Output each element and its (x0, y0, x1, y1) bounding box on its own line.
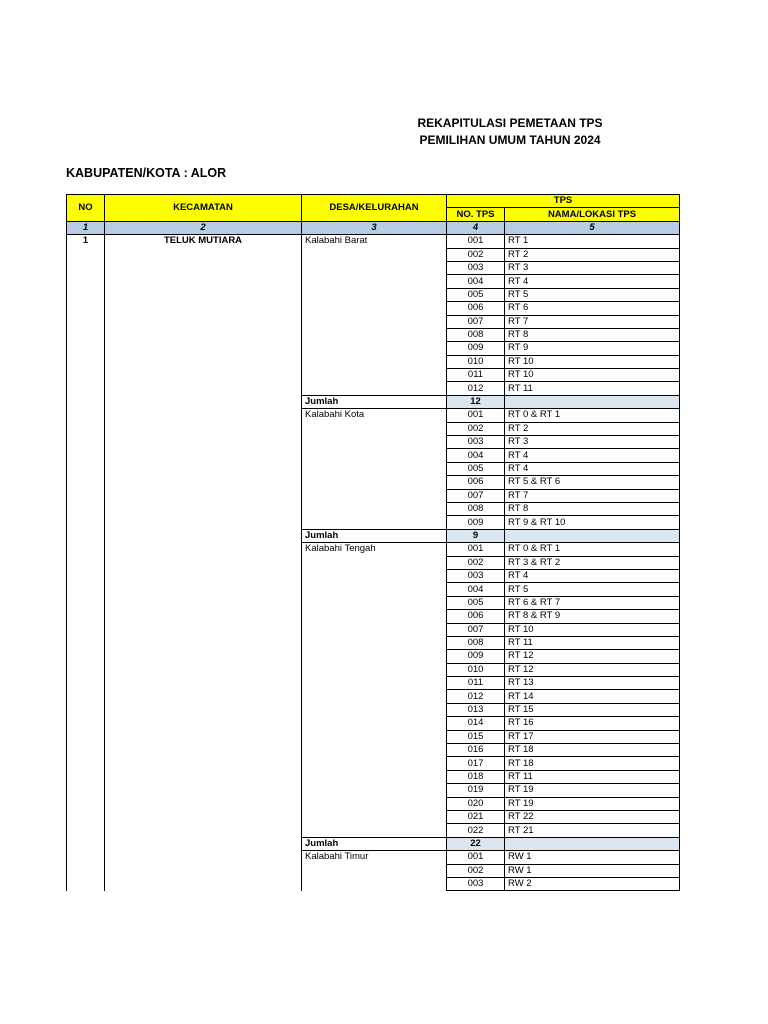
tps-location: RT 4 (505, 569, 680, 582)
tps-location: RT 16 (505, 717, 680, 730)
tps-location: RT 12 (505, 650, 680, 663)
tps-number: 005 (447, 596, 505, 609)
tps-number: 003 (447, 569, 505, 582)
index-cell: 1 (67, 221, 105, 234)
tps-number: 021 (447, 810, 505, 823)
jumlah-empty (505, 395, 680, 408)
tps-location: RT 4 (505, 462, 680, 475)
tps-number: 005 (447, 288, 505, 301)
tps-number: 009 (447, 516, 505, 529)
tps-number: 001 (447, 409, 505, 422)
tps-number: 001 (447, 851, 505, 864)
tps-number: 003 (447, 436, 505, 449)
jumlah-value: 9 (447, 529, 505, 542)
tps-location: RT 11 (505, 636, 680, 649)
header-no-tps: NO. TPS (447, 208, 505, 221)
tps-number: 015 (447, 730, 505, 743)
jumlah-value: 12 (447, 395, 505, 408)
tps-number: 007 (447, 623, 505, 636)
desa-name: Kalabahi Tengah (302, 543, 447, 838)
title-line-1: REKAPITULASI PEMETAAN TPS (417, 116, 603, 130)
tps-location: RT 3 & RT 2 (505, 556, 680, 569)
tps-location: RT 13 (505, 677, 680, 690)
tps-location: RT 22 (505, 810, 680, 823)
tps-location: RT 7 (505, 489, 680, 502)
tps-number: 013 (447, 703, 505, 716)
title-line-2: PEMILIHAN UMUM TAHUN 2024 (419, 133, 601, 147)
tps-number: 007 (447, 315, 505, 328)
tps-location: RT 18 (505, 757, 680, 770)
jumlah-empty (505, 529, 680, 542)
tps-number: 005 (447, 462, 505, 475)
index-row (67, 221, 680, 234)
tps-number: 004 (447, 583, 505, 596)
tps-number: 004 (447, 449, 505, 462)
tps-location: RT 14 (505, 690, 680, 703)
tps-number: 020 (447, 797, 505, 810)
tps-location: RT 19 (505, 784, 680, 797)
tps-number: 016 (447, 744, 505, 757)
jumlah-value: 22 (447, 837, 505, 850)
tps-number: 012 (447, 382, 505, 395)
tps-location: RT 5 (505, 583, 680, 596)
tps-location: RT 6 (505, 302, 680, 315)
index-cell: 2 (105, 221, 302, 234)
tps-number: 007 (447, 489, 505, 502)
tps-location: RT 19 (505, 797, 680, 810)
tps-location: RT 2 (505, 248, 680, 261)
tps-number: 018 (447, 770, 505, 783)
tps-number: 009 (447, 650, 505, 663)
header-kecamatan: KECAMATAN (105, 195, 302, 222)
tps-number: 008 (447, 328, 505, 341)
kecamatan-name: TELUK MUTIARA (105, 235, 302, 891)
tps-number: 009 (447, 342, 505, 355)
desa-name: Kalabahi Kota (302, 409, 447, 530)
tps-location: RT 6 & RT 7 (505, 596, 680, 609)
tps-number: 017 (447, 757, 505, 770)
tps-location: RT 0 & RT 1 (505, 409, 680, 422)
tps-location: RT 12 (505, 663, 680, 676)
tps-location: RT 5 (505, 288, 680, 301)
header-nama-lokasi: NAMA/LOKASI TPS (505, 208, 680, 221)
tps-location: RT 18 (505, 744, 680, 757)
tps-number: 001 (447, 235, 505, 248)
tps-location: RT 4 (505, 449, 680, 462)
jumlah-empty (505, 837, 680, 850)
tps-location: RT 3 (505, 261, 680, 274)
tps-number: 010 (447, 355, 505, 368)
tps-number: 001 (447, 543, 505, 556)
tps-number: 010 (447, 663, 505, 676)
index-cell: 3 (302, 221, 447, 234)
tps-table (66, 194, 680, 891)
tps-location: RT 0 & RT 1 (505, 543, 680, 556)
tps-number: 004 (447, 275, 505, 288)
tps-number: 011 (447, 369, 505, 382)
tps-number: 003 (447, 877, 505, 890)
tps-number: 006 (447, 302, 505, 315)
tps-number: 006 (447, 476, 505, 489)
tps-location: RW 1 (505, 864, 680, 877)
tps-number: 002 (447, 422, 505, 435)
tps-location: RT 10 (505, 623, 680, 636)
row-no: 1 (67, 235, 105, 891)
desa-name: Kalabahi Timur (302, 851, 447, 891)
tps-number: 011 (447, 677, 505, 690)
table-body (67, 235, 680, 891)
table-row (67, 235, 680, 248)
tps-location: RT 17 (505, 730, 680, 743)
tps-number: 008 (447, 636, 505, 649)
tps-location: RW 2 (505, 877, 680, 890)
tps-number: 006 (447, 610, 505, 623)
tps-location: RT 8 (505, 502, 680, 515)
tps-location: RT 8 & RT 9 (505, 610, 680, 623)
header-desa: DESA/KELURAHAN (302, 195, 447, 222)
index-cell: 5 (505, 221, 680, 234)
jumlah-label: Jumlah (302, 395, 447, 408)
tps-location: RT 15 (505, 703, 680, 716)
tps-location: RT 11 (505, 382, 680, 395)
desa-name: Kalabahi Barat (302, 235, 447, 396)
header-no: NO (67, 195, 105, 222)
jumlah-label: Jumlah (302, 837, 447, 850)
tps-number: 008 (447, 502, 505, 515)
tps-number: 019 (447, 784, 505, 797)
tps-location: RT 11 (505, 770, 680, 783)
index-cell: 4 (447, 221, 505, 234)
tps-location: RT 10 (505, 355, 680, 368)
tps-number: 002 (447, 556, 505, 569)
tps-number: 003 (447, 261, 505, 274)
tps-number: 022 (447, 824, 505, 837)
tps-location: RT 9 (505, 342, 680, 355)
tps-location: RT 7 (505, 315, 680, 328)
tps-location: RT 5 & RT 6 (505, 476, 680, 489)
tps-location: RT 3 (505, 436, 680, 449)
tps-number: 012 (447, 690, 505, 703)
tps-location: RW 1 (505, 851, 680, 864)
tps-location: RT 2 (505, 422, 680, 435)
header-tps: TPS (447, 195, 680, 208)
tps-location: RT 4 (505, 275, 680, 288)
tps-number: 002 (447, 248, 505, 261)
tps-location: RT 21 (505, 824, 680, 837)
tps-number: 002 (447, 864, 505, 877)
tps-location: RT 8 (505, 328, 680, 341)
tps-location: RT 9 & RT 10 (505, 516, 680, 529)
region-label: KABUPATEN/KOTA : ALOR (66, 166, 227, 180)
tps-number: 014 (447, 717, 505, 730)
tps-location: RT 1 (505, 235, 680, 248)
jumlah-label: Jumlah (302, 529, 447, 542)
tps-location: RT 10 (505, 369, 680, 382)
